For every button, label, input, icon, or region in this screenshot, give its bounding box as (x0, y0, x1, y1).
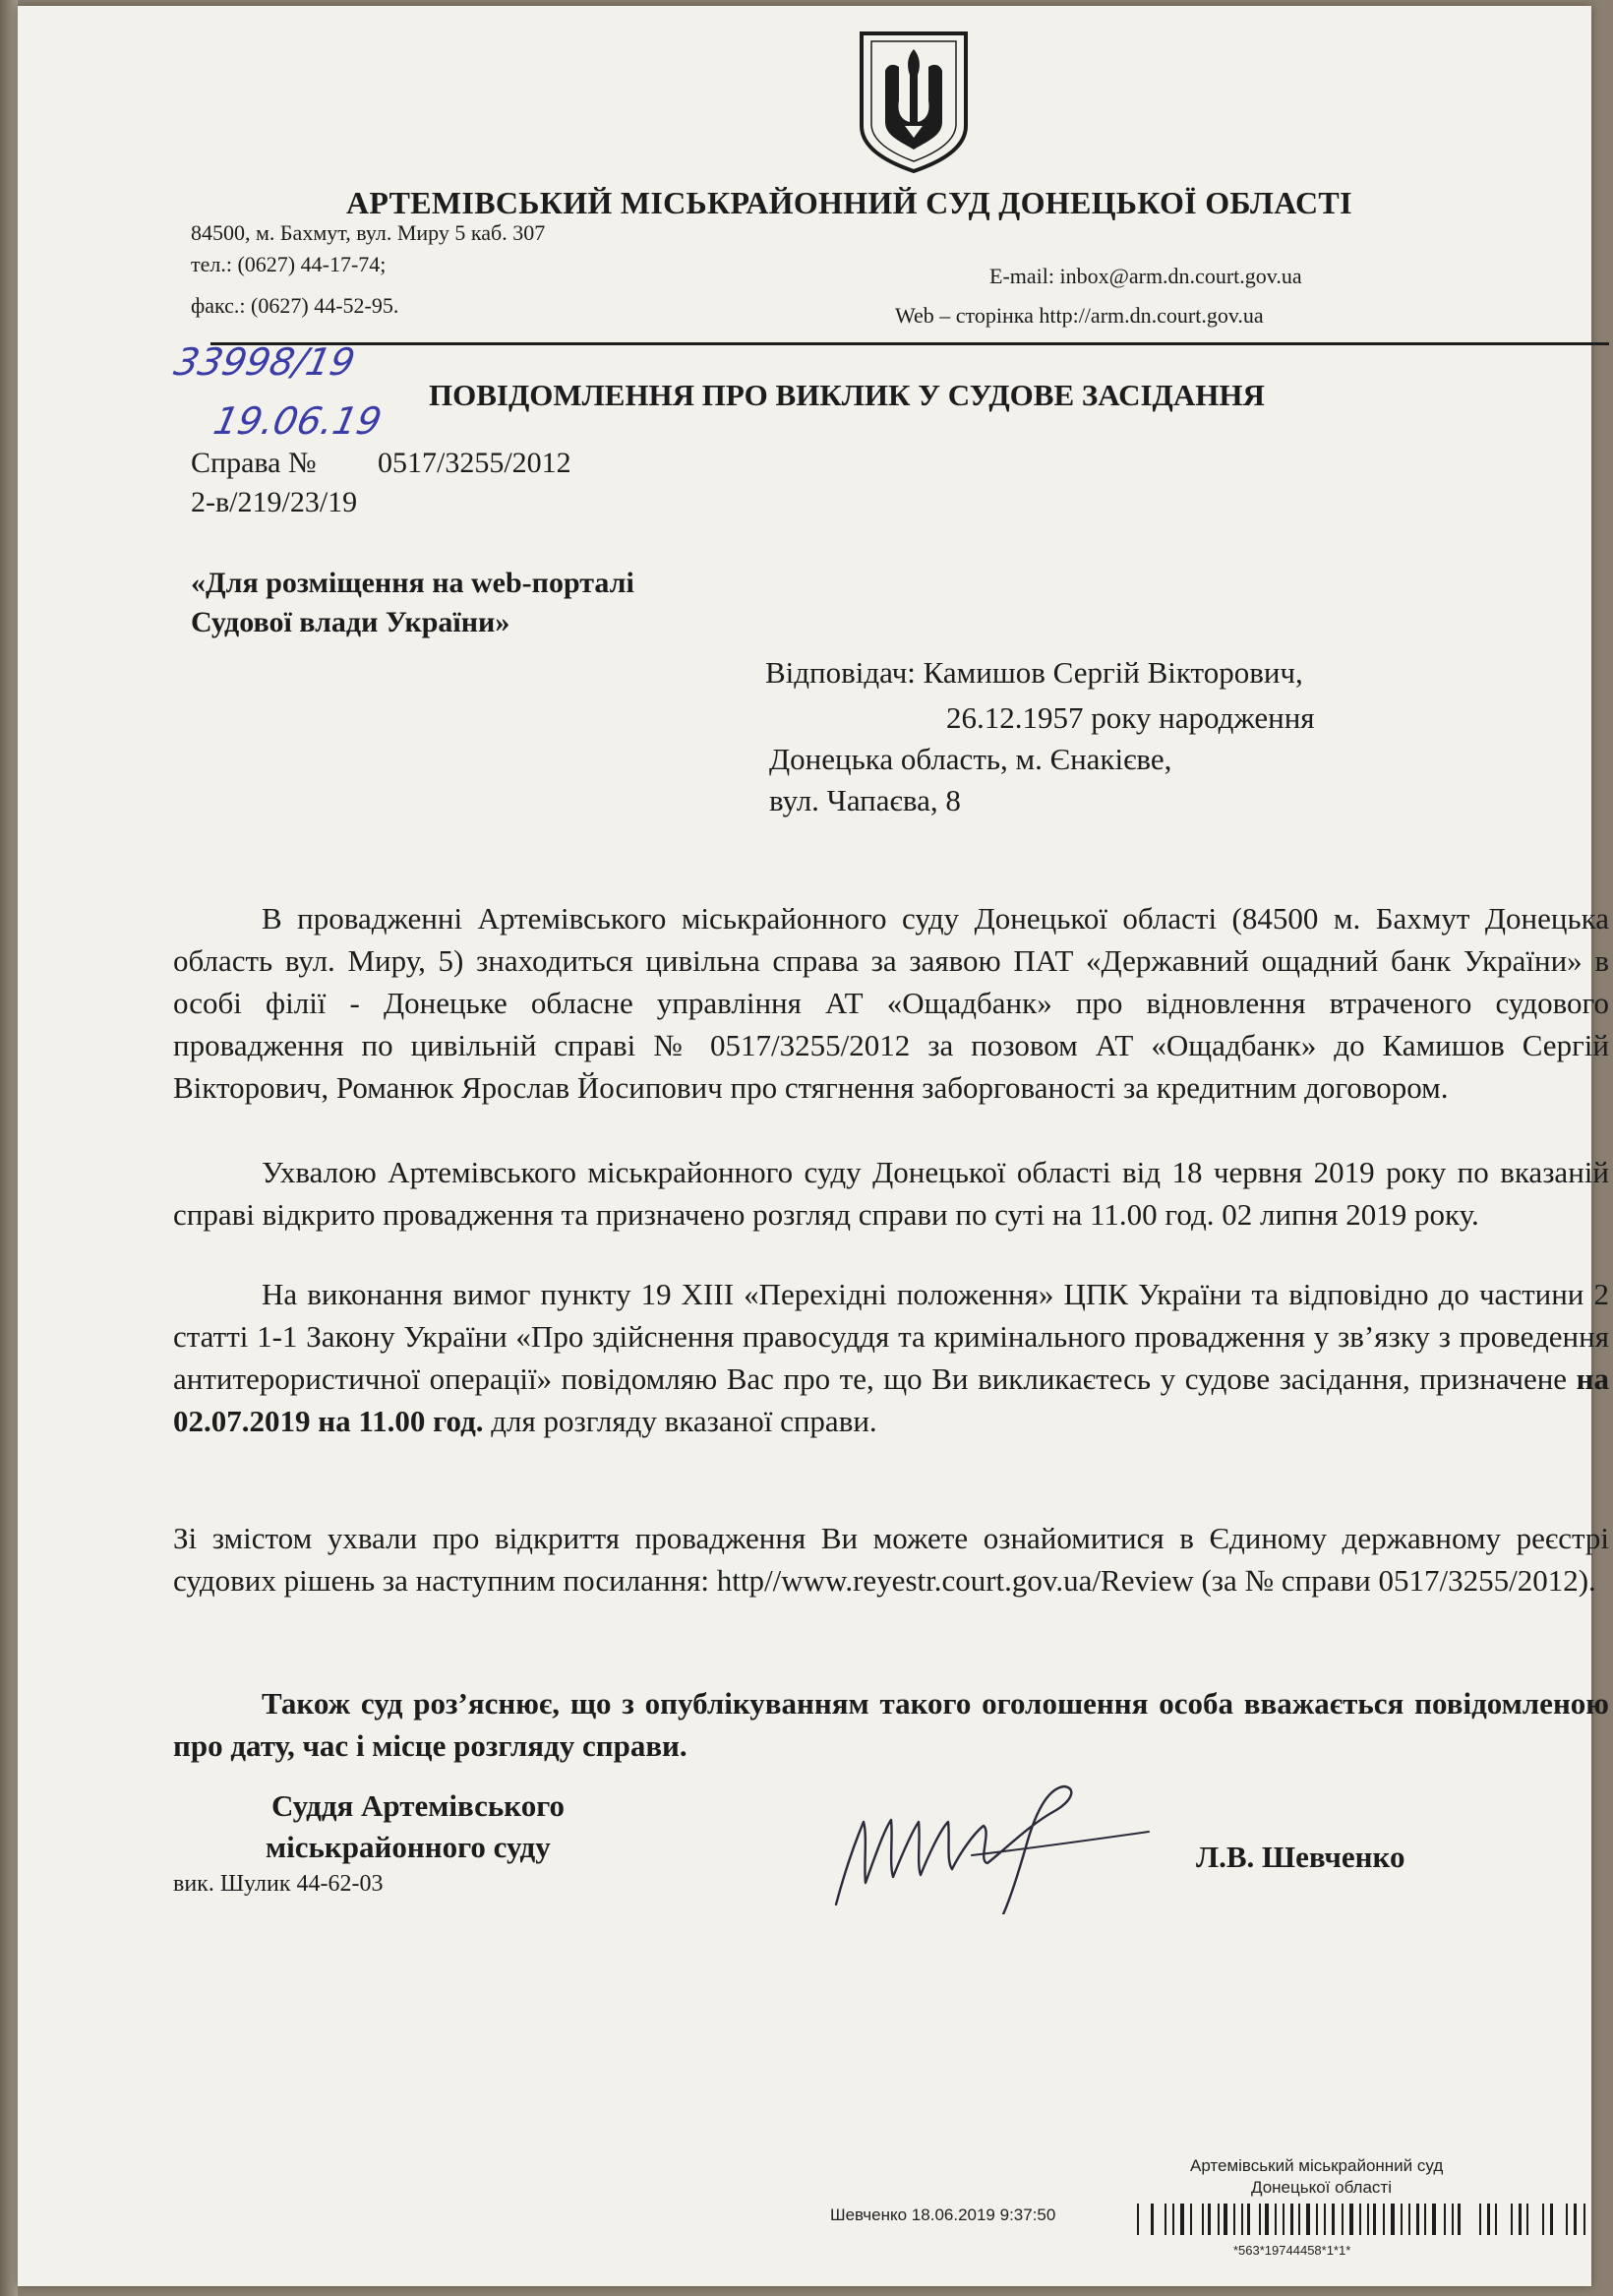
court-website: Web – сторінка http://arm.dn.court.gov.ua (895, 303, 1264, 328)
court-address: 84500, м. Бахмут, вул. Миру 5 каб. 307 (191, 220, 546, 245)
body-paragraph-5 (173, 1682, 1609, 1767)
body-paragraph-4-text: Зі змістом ухвали про відкриття провадження Ви можете ознайомитися в Єдиному державному реєстрі судових рішень за наступним посилання: http//www.reyestr.court.gov.ua/Review (за № справи 0517/3255/2012). (173, 1521, 1609, 1598)
respondent-region: Донецька область, м. Єнакієве, (769, 742, 1172, 776)
body-paragraph-1 (173, 897, 1609, 1109)
judge-name: Л.В. Шевченко (1196, 1840, 1405, 1874)
footer-stamp-court: Артемівський міськрайонний суд (1190, 2156, 1444, 2175)
portal-note-line2: Судової влади України» (191, 606, 510, 638)
scan-edge-shadow (0, 0, 18, 2296)
respondent-birthdate: 26.12.1957 року народження (946, 700, 1315, 735)
court-email: E-mail: inbox@arm.dn.court.gov.ua (989, 264, 1302, 288)
body-paragraph-2 (173, 1151, 1609, 1236)
case-sub-number: 2-в/219/23/19 (191, 486, 358, 518)
respondent-street: вул. Чапаєва, 8 (769, 783, 961, 817)
court-title: АРТЕМІВСЬКИЙ МІСЬКРАЙОННИЙ СУД ДОНЕЦЬКОЇ ОБЛАСТІ (346, 185, 1352, 220)
court-phone: тел.: (0627) 44-17-74; (191, 252, 387, 276)
body-paragraph-4 (173, 1517, 1609, 1601)
body-paragraph-2-text: Ухвалою Артемівського міськрайонного суду Донецької області від 18 червня 2019 року по вказаній справі відкрито провадження та призначено розгляд справи по суті на 11.00 год. 02 липня 2019 року. (173, 1155, 1609, 1232)
footer-stamp-region: Донецької області (1251, 2178, 1392, 2197)
registration-number-handwritten: 33998/19 (170, 340, 359, 384)
body-paragraph-3 (173, 1273, 1609, 1442)
executor-contact: вик. Шулик 44-62-03 (173, 1871, 384, 1897)
header-divider (210, 342, 1609, 345)
barcode-text: *563*19744458*1*1* (1233, 2243, 1351, 2258)
case-label: Справа № (191, 447, 317, 479)
document-sheet (18, 6, 1609, 2286)
body-paragraph-3-end: для розгляду вказаної справи. (483, 1404, 877, 1438)
handwritten-signature (824, 1767, 1168, 1914)
judge-title-line2: міськрайонного суду (266, 1830, 551, 1864)
hearing-datetime: на 02.07.2019 на 11.00 год. (173, 1361, 1609, 1438)
coat-of-arms-icon (856, 28, 972, 175)
respondent-name: Відповідач: Камишов Сергій Вікторович, (765, 655, 1303, 690)
judge-title-line1: Суддя Артемівського (271, 1788, 566, 1823)
portal-note-line1: «Для розміщення на web-порталі (191, 567, 634, 599)
footer-operator-timestamp: Шевченко 18.06.2019 9:37:50 (830, 2205, 1056, 2224)
body-paragraph-3-text: На виконання вимог пункту 19 ХІІІ «Перехідні положення» ЦПК України та відповідно до частини 2 статті 1-1 Закону України «Про здійснення правосуддя та кримінального провадження у зв’язку з проведення антитерористичної операції» повідомляю Вас про те, що Ви викликаєтесь у судове засідання, призначене (173, 1277, 1609, 1396)
case-number: 0517/3255/2012 (378, 447, 571, 479)
body-paragraph-5-text: Також суд роз’яснює, що з опублікуванням такого оголошення особа вважається повідомленою про дату, час і місце розгляду справи. (173, 1686, 1609, 1763)
body-paragraph-1-text: В провадженні Артемівського міськрайонного суду Донецької області (84500 м. Бахмут Донецька область вул. Миру, 5) знаходиться цивільна справа за заявою ПАТ «Державний ощадний банк України» в особі філії - Донецьке обласне управління АТ «Ощадбанк» про відновлення втраченого судового провадження по цивільній справі № 0517/3255/2012 за позовом АТ «Ощадбанк» до Камишов Сергій Вікторович, Романюк Ярослав Йосипович про стягнення заборгованості за кредитним договором. (173, 901, 1609, 1105)
court-fax: факс.: (0627) 44-52-95. (191, 293, 399, 318)
registration-date-handwritten: 19.06.19 (209, 399, 386, 443)
barcode-icon (1137, 2202, 1589, 2237)
document-heading: ПОВІДОМЛЕННЯ ПРО ВИКЛИК У СУДОВЕ ЗАСІДАННЯ (429, 378, 1265, 412)
